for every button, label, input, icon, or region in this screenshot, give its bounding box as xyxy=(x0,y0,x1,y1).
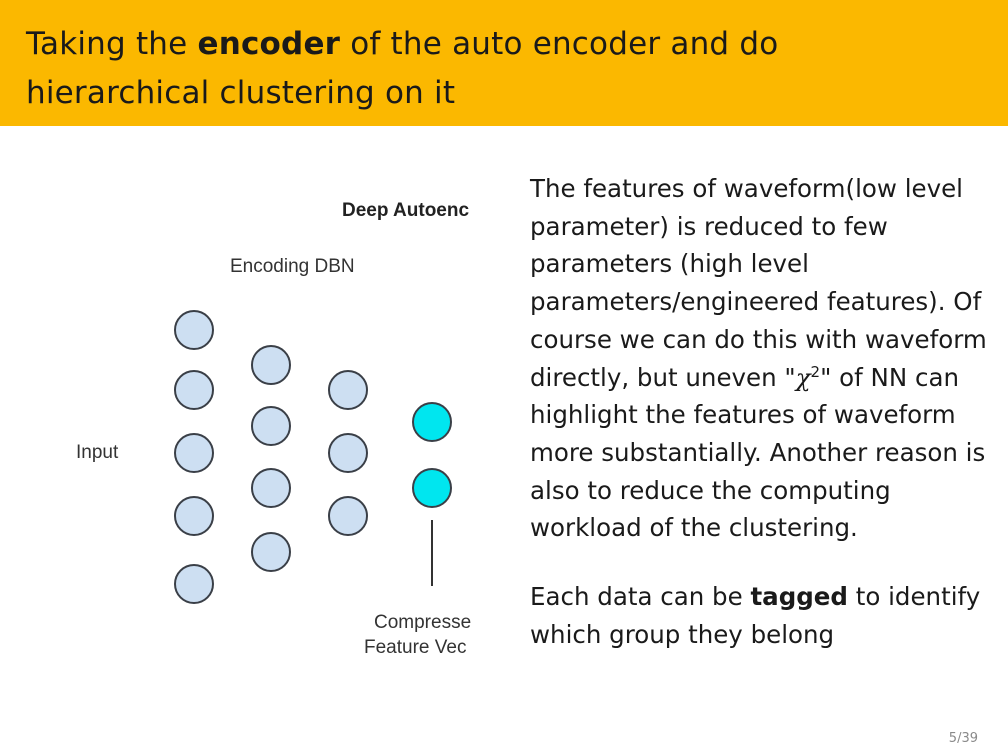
tagging-paragraph: Each data can be tagged to identify which group they belong xyxy=(530,582,981,649)
input-node xyxy=(174,564,214,604)
input-node xyxy=(174,496,214,536)
input-node xyxy=(174,433,214,473)
title-bar xyxy=(0,0,1008,126)
hidden-node xyxy=(251,345,291,385)
tagged-emphasis: tagged xyxy=(750,582,848,612)
explanation-text xyxy=(530,170,990,653)
hidden-node xyxy=(251,406,291,446)
input-node xyxy=(174,370,214,410)
hidden-node xyxy=(251,468,291,508)
explanation-paragraph: The features of waveform(low level parameter) is reduced to few parameters (high level parameters/engineered features). Of course we can do this with waveform directly, but uneven "$\chi^2$" of NN can highlight the features of waveform more substantially. Another reason is also to reduce the computing workload of the clustering. xyxy=(530,174,987,543)
slide-title: Taking the encoder of the auto encoder and do hierarchical clustering on it xyxy=(26,26,779,111)
chi-exponent: 2 xyxy=(810,362,821,381)
hidden-node xyxy=(328,433,368,473)
compressed-label-line1: Compresse xyxy=(374,612,472,633)
encoding-dbn-label: Encoding DBN xyxy=(230,256,355,277)
autoencoder-diagram xyxy=(60,190,480,670)
diagram-title: Deep Autoenc xyxy=(342,200,470,221)
title-emphasis: encoder xyxy=(197,26,341,62)
hidden-node xyxy=(328,496,368,536)
feature-node xyxy=(412,468,452,508)
hidden-node xyxy=(251,532,291,572)
feature-node xyxy=(412,402,452,442)
chi-symbol: χ xyxy=(795,362,811,392)
input-node xyxy=(174,310,214,350)
compressed-label-line2: Feature Vec xyxy=(364,637,467,658)
page-number: 5/39 xyxy=(948,731,978,746)
input-label: Input xyxy=(76,442,119,463)
feature-connector-line xyxy=(431,520,433,586)
hidden-node xyxy=(328,370,368,410)
